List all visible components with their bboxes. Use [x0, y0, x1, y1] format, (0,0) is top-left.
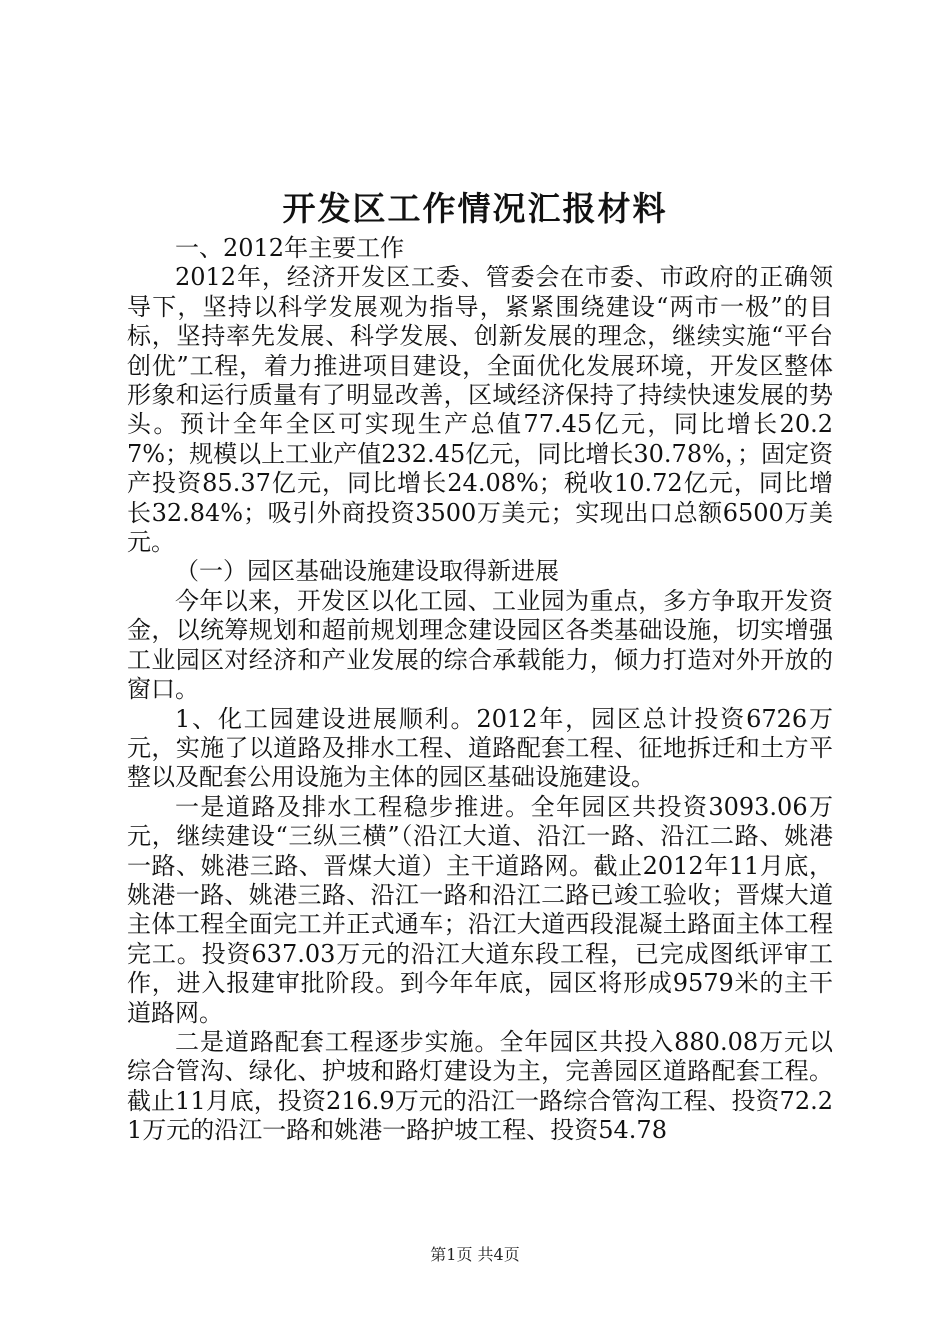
subsection-heading: （一）园区基础设施建设取得新进展 [175, 557, 559, 586]
body-paragraph: 一是道路及排水工程稳步推进。全年园区共投资3093.06万元，继续建设“三纵三横”（沿江大道、沿江一路、沿江二路、姚港一路、姚港三路、晋煤大道）主干道路网。截止2012年11月底，姚港一路、姚港三路、沿江一路和沿江二路已竣工验收；晋煤大道主体工程全面完工并正式通车；沿江大道西段混凝土路面主体工程完工。投资637.03万元的沿江大道东段工程，已完成图纸评审工作，进入报建审批阶段。到今年年底，园区将形成9579米的主干道路网。 [127, 792, 833, 1027]
body-paragraph: 1、化工园建设进展顺利。2012年，园区总计投资6726万元，实施了以道路及排水工程、道路配套工程、征地拆迁和土方平整以及配套公用设施为主体的园区基础设施建设。 [127, 704, 833, 792]
page-title: 开发区工作情况汇报材料 [282, 189, 668, 228]
document-body [127, 234, 833, 1146]
page-number-footer: 第1页 共4页 [430, 1245, 520, 1264]
body-paragraph: 2012年，经济开发区工委、管委会在市委、市政府的正确领导下，坚持以科学发展观为指导，紧紧围绕建设“两市一极”的目标，坚持率先发展、科学发展、创新发展的理念，继续实施“平台创优”工程，着力推进项目建设，全面优化发展环境，开发区整体形象和运行质量有了明显改善，区域经济保持了持续快速发展的势头。预计全年全区可实现生产总值77.45亿元，同比增长20.27%；规模以上工业产值232.45亿元，同比增长30.78%，；固定资产投资85.37亿元，同比增长24.08%；税收10.72亿元，同比增长32.84%；吸引外商投资3500万美元；实现出口总额6500万美元。 [127, 263, 833, 557]
body-paragraph: 今年以来，开发区以化工园、工业园为重点，多方争取开发资金，以统筹规划和超前规划理念建设园区各类基础设施，切实增强工业园区对经济和产业发展的综合承载能力，倾力打造对外开放的窗口。 [127, 586, 833, 704]
body-paragraph: 二是道路配套工程逐步实施。全年园区共投入880.08万元以综合管沟、绿化、护坡和路灯建设为主，完善园区道路配套工程。截止11月底，投资216.9万元的沿江一路综合管沟工程、投资72.21万元的沿江一路和姚港一路护坡工程、投资54.78 [127, 1027, 833, 1145]
section-heading: 一、2012年主要工作 [175, 234, 405, 262]
